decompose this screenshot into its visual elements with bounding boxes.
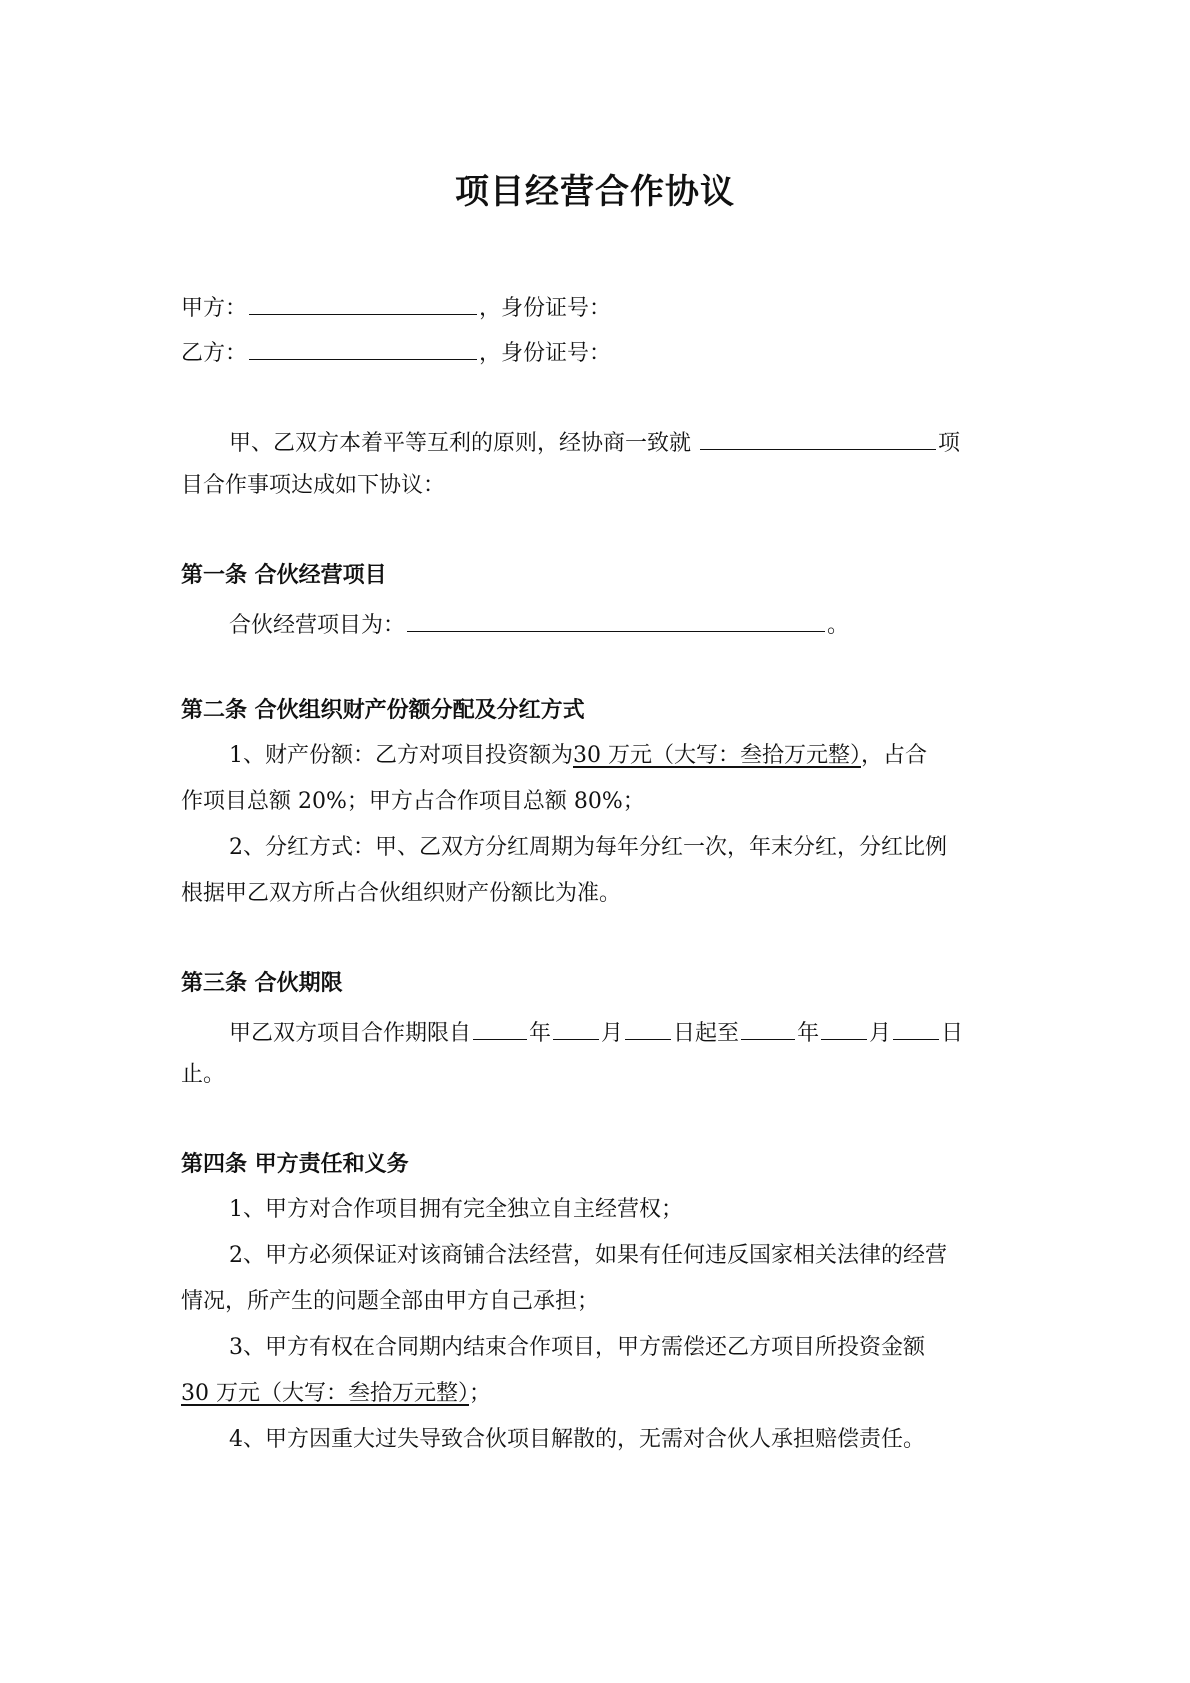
party-b-id-label: ，身份证号： bbox=[479, 341, 612, 366]
intro-line-1 bbox=[229, 423, 960, 460]
article-1-heading: 第一条 合伙经营项目 bbox=[181, 563, 387, 588]
end-year-blank[interactable] bbox=[741, 1013, 795, 1040]
article-2-item-2-line-1: 2、分红方式：甲、乙双方分红周期为每年分红一次，年末分红，分红比例 bbox=[229, 835, 947, 860]
article-4-item-4: 4、甲方因重大过失导致合伙项目解散的，无需对合伙人承担赔偿责任。 bbox=[229, 1427, 925, 1452]
project-name-blank[interactable] bbox=[700, 423, 936, 450]
article-4-heading: 第四条 甲方责任和义务 bbox=[181, 1152, 409, 1177]
article-4-item-1: 1、甲方对合作项目拥有完全独立自主经营权； bbox=[229, 1197, 683, 1222]
start-month-label: 月 bbox=[601, 1021, 624, 1046]
end-month-blank[interactable] bbox=[821, 1013, 867, 1040]
end-year-label: 年 bbox=[797, 1021, 820, 1046]
article-2-item-1-start: 1、财产份额：乙方对项目投资额为 bbox=[229, 743, 573, 768]
article-4-item-3-end: ； bbox=[469, 1381, 492, 1406]
article-3-line-2: 止。 bbox=[181, 1062, 226, 1087]
end-month-label: 月 bbox=[869, 1021, 892, 1046]
article-4-item-2-line-1: 2、甲方必须保证对该商铺合法经营，如果有任何违反国家相关法律的经营 bbox=[229, 1243, 947, 1268]
article-2-item-1-line-2: 作项目总额 20%；甲方占合作项目总额 80%； bbox=[181, 789, 645, 814]
end-day-label: 日 bbox=[941, 1021, 964, 1046]
start-year-blank[interactable] bbox=[473, 1013, 527, 1040]
article-1-text-start: 合伙经营项目为： bbox=[229, 613, 406, 638]
article-2-item-1-end: ，占合 bbox=[861, 743, 928, 768]
end-day-blank[interactable] bbox=[893, 1013, 939, 1040]
article-4-item-2-line-2: 情况，所产生的问题全部由甲方自己承担； bbox=[181, 1289, 600, 1314]
party-a-line bbox=[181, 288, 611, 325]
article-1-text bbox=[229, 605, 849, 642]
party-a-name-blank[interactable] bbox=[249, 288, 477, 315]
party-b-name-blank[interactable] bbox=[249, 333, 477, 360]
start-day-label: 日起至 bbox=[673, 1021, 740, 1046]
partnership-project-blank[interactable] bbox=[407, 605, 825, 632]
party-a-id-label: ，身份证号： bbox=[479, 296, 612, 321]
start-day-blank[interactable] bbox=[625, 1013, 671, 1040]
investment-amount: 30 万元（大写：叁拾万元整） bbox=[573, 743, 861, 768]
article-2-heading: 第二条 合伙组织财产份额分配及分红方式 bbox=[181, 698, 585, 723]
party-b-label: 乙方： bbox=[181, 341, 248, 366]
intro-line-2: 目合作事项达成如下协议： bbox=[181, 473, 446, 498]
start-year-label: 年 bbox=[529, 1021, 552, 1046]
start-month-blank[interactable] bbox=[553, 1013, 599, 1040]
article-4-item-3-line-2 bbox=[181, 1378, 491, 1410]
intro-text-end: 项 bbox=[938, 431, 961, 456]
article-3-heading: 第三条 合伙期限 bbox=[181, 971, 343, 996]
article-4-item-3-line-1: 3、甲方有权在合同期内结束合作项目，甲方需偿还乙方项目所投资金额 bbox=[229, 1335, 925, 1360]
party-a-label: 甲方： bbox=[181, 296, 248, 321]
repayment-amount: 30 万元（大写：叁拾万元整） bbox=[181, 1381, 469, 1406]
article-1-text-end: 。 bbox=[827, 613, 850, 638]
article-3-text-start: 甲乙双方项目合作期限自 bbox=[229, 1021, 472, 1046]
intro-text-start: 甲、乙双方本着平等互利的原则，经协商一致就 bbox=[229, 431, 692, 456]
party-b-line bbox=[181, 333, 611, 370]
article-3-text bbox=[229, 1013, 963, 1050]
article-2-item-1 bbox=[229, 740, 927, 772]
article-2-item-2-line-2: 根据甲乙双方所占合伙组织财产份额比为准。 bbox=[181, 881, 622, 906]
document-title: 项目经营合作协议 bbox=[455, 172, 735, 212]
